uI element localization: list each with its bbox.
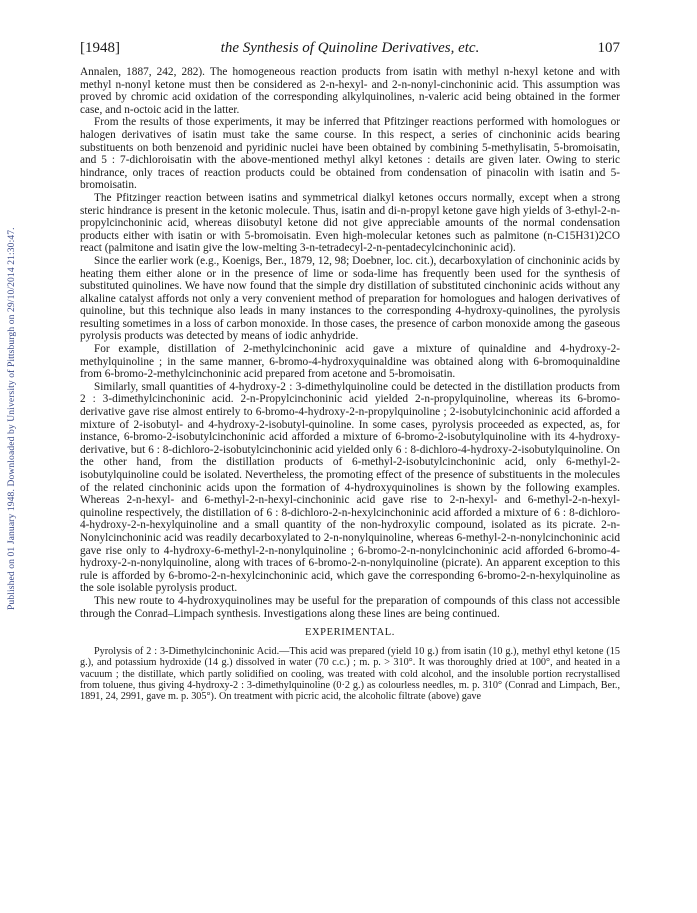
header-year: [1948] xyxy=(80,40,120,56)
paragraph-4: Since the earlier work (e.g., Koenigs, Ber., 1879, 12, 98; Doebner, loc. cit.), decarboxylation of cinchoninic acids by heating them either alone or in the presence of lime or soda-lime has frequently been used for the synthesis of substituted quinolines. We have now found that the simple dry distillation of substituted cinchoninic acids without any alkaline catalyst affords not only a very convenient method of preparation for homologues and halogen derivatives of quinoline, but this technique also leads in many instances to the corresponding 4-hydroxy-quinolines, the pyrolysis resulting sometimes in a loss of carbon monoxide. In those cases, the presence of carbon monoxide among the gaseous pyrolysis products was detected by means of iodic anhydride. xyxy=(80,254,620,343)
paragraph-2: From the results of those experiments, it may be inferred that Pfitzinger reactions performed with homologues or halogen derivatives of isatin must take the same course. In this respect, a series of cinchoninic acids bearing substituents on both benzenoid and pyridinic nuclei have been obtained by combining 5-methylisatin, 5-bromoisatin, and 5 : 7-dichloroisatin with the above-mentioned methyl alkyl ketones : details are given later. Owing to steric hindrance, only traces of reaction products could be obtained from condensation of pinacolin with isatin and 5-bromoisatin. xyxy=(80,116,620,192)
page-number: 107 xyxy=(597,40,620,56)
section-heading-experimental: EXPERIMENTAL. xyxy=(304,627,396,639)
paragraph-6: Similarly, small quantities of 4-hydroxy-2 : 3-dimethylquinoline could be detected in the distillation products from 2 : 3-dimethylcinchoninic acid. 2-n-Propylcinchoninic acid yielded 2-n-propylquinoline, whereas its 6-bromo-derivative gave rise almost entirely to 6-bromo-4-hydroxy-2-n-propylquinoline ; 2-isobutylcinchoninic acid afforded a mixture of 2-isobutyl- and 4-hydroxy-2-isobutyl-quinoline. In some cases, pyrolysis proceeded as expected, as, for instance, 6-bromo-2-isobutylcinchoninic acid afforded a mixture of 6-bromo-2-isobutylquinoline with its 4-hydroxy-derivative, but 6 : 8-dichloro-2-isobutylcinchoninic acid yielded only 6 : 8-dichloro-4-hydroxy-2-isobutylquinoline. On the other hand, from the distillation products of 6-methyl-2-isobutylcinchoninic acid, only 6-methyl-2-isobutylquinoline could be isolated. Nevertheless, the promoting effect of the presence of substituents in the molecules of the related cinchoninic acids upon the formation of 4-hydroxyquinolines is shown by the following examples. Whereas 2-n-hexyl- and 6-methyl-2-n-hexyl-cinchoninic acid gave rise to 2-n-hexyl- and 6-methyl-2-n-hexyl-quinoline respectively, the distillation of 6 : 8-dichloro-2-n-hexylcinchoninic acid afforded a mixture of 6 : 8-dichloro-4-hydroxy-2-n-hexylquinoline and a small quantity of the non-hydroxylic compound, isolated as its picrate. 2-n-Nonylcinchoninic acid was readily decarboxylated to 2-n-nonylquinoline, whereas 6-methyl-2-n-nonylcinchoninic acid gave rise only to 4-hydroxy-6-methyl-2-n-nonylquinoline ; 6-bromo-2-n-nonylcinchoninic acid afforded 6-bromo-4-hydroxy-2-n-nonylquinoline, along with traces of 6-bromo-2-n-nonylquinoline (picrate). An apparent exception to this rule is afforded by 6-bromo-2-n-hexylcinchoninic acid, which gave the corresponding 6-bromo-2-n-hexylquinoline as the sole isolable pyrolysis product. xyxy=(80,380,620,595)
experimental-paragraph: Pyrolysis of 2 : 3-Dimethylcinchoninic Acid.—This acid was prepared (yield 10 g.) from isatin (10 g.), methyl ethyl ketone (15 g.), and potassium hydroxide (14 g.) dissolved in water (70 c.c.) ; m. p. > 310°. It was thoroughly dried at 100°, and heated in a vacuum ; the distillate, which partly solidified on cooling, was treated with cold alcohol, and the insoluble portion recrystallised from toluene, thus giving 4-hydroxy-2 : 3-dimethylquinoline (0·2 g.) as colourless needles, m. p. 310° (Conrad and Limpach, Ber., 1891, 24, 2991, gave m. p. 305°). On treatment with picric acid, the alcoholic filtrate (above) gave xyxy=(80,645,620,703)
paragraph-7: This new route to 4-hydroxyquinolines may be useful for the preparation of compounds of this class not accessible through the Conrad–Limpach synthesis. Investigations along these lines are being continued. xyxy=(80,594,620,620)
download-watermark xyxy=(4,90,18,610)
paragraph-1: Annalen, 1887, 242, 282). The homogeneous reaction products from isatin with methyl n-hexyl ketone and with methyl n-nonyl ketone must then be considered as 2-n-hexyl- and 2-n-nonyl-cinchoninic acid. This assumption was proved by chromic acid oxidation of the corresponding alkylquinolines, n-valeric acid being obtained in the former case, and n-octoic acid in the latter. xyxy=(80,66,620,116)
experimental-section xyxy=(80,646,620,703)
download-watermark-text: Published on 01 January 1948. Downloaded by University of Pittsburgh on 29/10/2014 21:30:47. xyxy=(6,227,17,610)
page-header xyxy=(80,40,620,62)
article-body xyxy=(80,66,620,703)
paragraph-3: The Pfitzinger reaction between isatins and symmetrical dialkyl ketones occurs normally, except when a strong steric hindrance is present in the ketonic molecule. Thus, isatin and di-n-propyl ketone gave high yields of 3-ethyl-2-n-propylcinchoninic acid, whereas diisobutyl ketone did not give appreciable amounts of the normal condensation products either with isatin or with 5-bromoisatin. Even high-molecular ketones such as palmitone (n-C15H31)2CO react (palmitone and isatin give the low-melting 3-n-tetradecyl-2-n-pentadecylcinchoninic acid). xyxy=(80,191,620,255)
paragraph-5: For example, distillation of 2-methylcinchoninic acid gave a mixture of quinaldine and 4-hydroxy-2-methylquinoline ; in the same manner, 6-bromo-4-hydroxyquinaldine was obtained along with 6-bromoquinaldine from 6-bromo-2-methylcinchoninic acid prepared from acetone and 5-bromoisatin. xyxy=(80,343,620,381)
running-title: the Synthesis of Quinoline Derivatives, etc. xyxy=(220,40,480,56)
